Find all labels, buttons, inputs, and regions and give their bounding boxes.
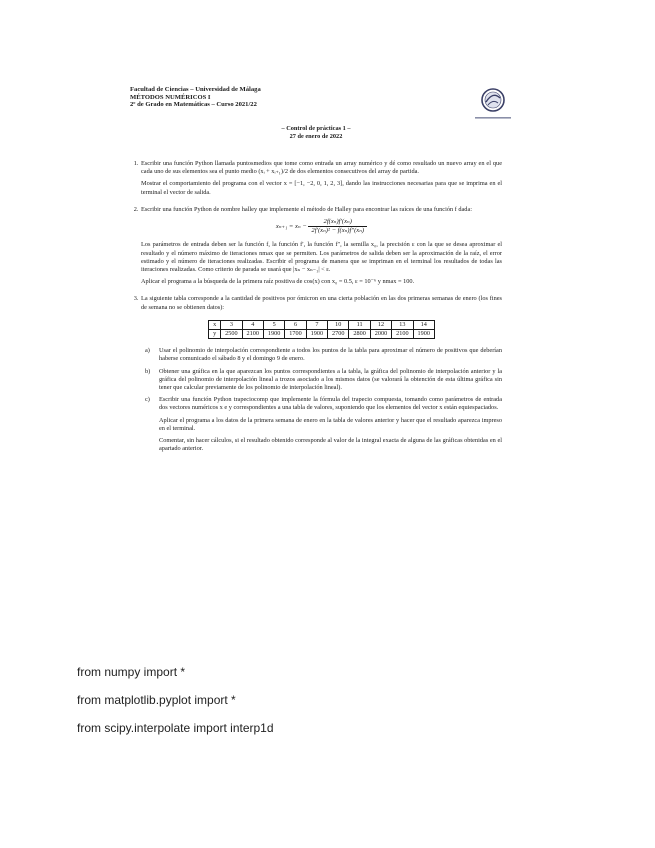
subquestion-text: Comentar, sin hacer cálculos, si el resultado obtenido corresponde al valor de la integral exacta de alguna de las gráficas obtenidas en el apartado anterior.	[159, 437, 502, 453]
python-imports	[77, 665, 274, 749]
formula-denominator: 2f′(xₙ)² − f(xₙ)f″(xₙ)	[311, 227, 365, 235]
subquestion-list	[141, 347, 502, 453]
subquestion-text: Aplicar el programa a los datos de la primera semana de enero en la tabla de valores anterior y hacer que el resultado aparezca impreso en el terminal.	[159, 416, 502, 432]
subquestion-label: a)	[145, 347, 150, 355]
table-cell: 1900	[306, 330, 327, 339]
header-degree: 2º de Grado en Matemáticas – Curso 2021/22	[130, 101, 257, 109]
table-row-x	[209, 320, 435, 329]
problem-1-task: Mostrar el comportamiento del programa con el vector x = [−1, −2, 0, 1, 2, 3], dando las instrucciones necesarias para que se imprima en el terminal el vector de salida.	[141, 180, 502, 196]
document-title	[130, 125, 502, 142]
table-cell: 6	[285, 320, 306, 329]
subquestion-text: Obtener una gráfica en la que aparezcan los puntos correspondientes a la tabla, la gráfica del polinomio de interpolación anterior y la gráfica del polinomio de interpolación lineal a trozos asociado a los mismos datos (se valorará la obtención de esta última gráfica sin tener que calcular previamente de los polinomio de interpolación lineal).	[159, 367, 502, 392]
header	[130, 86, 502, 109]
table-cell: 1900	[263, 330, 284, 339]
table-cell: 7	[306, 320, 327, 329]
header-course: MÉTODOS NUMÉRICOS I	[130, 93, 211, 101]
problem-2	[140, 206, 502, 287]
table-cell: 4	[242, 320, 263, 329]
table-cell: 14	[413, 320, 434, 329]
formula-lhs: xₙ₊₁ = xₙ −	[275, 223, 307, 231]
table-cell: 1900	[413, 330, 434, 339]
problem-1-statement: 1. Escribir una función Python llamada puntosmedios que tome como entrada un array numérico y dé como resultado un nuevo array en el que cada uno de sus elementos sea el punto medio (xᵢ + xᵢ₊₁)/2 de dos elementos consecutivos del array de partida.	[141, 159, 502, 176]
table-cell: 2100	[392, 330, 413, 339]
halley-formula	[141, 218, 502, 235]
table-cell: 11	[349, 320, 370, 329]
exam-document	[130, 86, 502, 462]
problem-2-intro: 2. Escribir una función Python de nombre halley que implemente el método de Halley para encontrar las raíces de una función f dada:	[141, 205, 472, 213]
title-line: – Control de prácticas 1 –	[281, 124, 351, 132]
table-cell: x	[209, 320, 221, 329]
subquestion-text: Usar el polinomio de interpolación correspondiente a todos los puntos de la tabla para aproximar el número de positivos que deberían haberse comunicado el sábado 8 y el domingo 9 de enero.	[159, 347, 502, 363]
subquestion-c	[145, 396, 502, 453]
subquestion-b	[145, 367, 502, 393]
subquestion-text: Escribir una función Python trapeciocomp que implemente la fórmula del trapecio compuesta, tomando como parámetros de entrada dos vectores numéricos x e y correspondientes a una tabla de valores, suponiendo que los elementos del vector x están equiespaciados.	[159, 396, 502, 412]
problem-2-task: Aplicar el programa a la búsqueda de la primera raíz positiva de cos(x) con x₀ = 0.5, ε = 10⁻⁶ y nmax = 100.	[141, 278, 415, 286]
header-faculty: Facultad de Ciencias – Universidad de Málaga	[130, 86, 261, 93]
problem-3-intro: 3. La siguiente tabla corresponde a la cantidad de positivos por ómicron en una cierta población en las dos primeras semanas de enero (los fines de semana no se obtienen datos):	[141, 295, 502, 311]
problem-1	[140, 160, 502, 197]
table-cell: 12	[370, 320, 391, 329]
table-cell: 10	[328, 320, 349, 329]
problem-2-parameters: Los parámetros de entrada deben ser la función f, la función f′, la función f″, la semilla x₀, la precisión ε con la que se desea aproximar el resultado y el número máximo de iteraciones nmax que se permiten. Los parámetros de salida deben ser la aproximación de la raíz, el error estimado y el número de iteraciones realizadas. Escribir el programa de manera que se impriman en el terminal los resultados de todas las iteraciones realizadas. Como criterio de parada se usará que |xₙ − xₙ₋₁| < ε.	[141, 241, 502, 273]
formula-fraction	[308, 218, 367, 235]
subquestion-label: b)	[145, 367, 151, 375]
table-cell: 2800	[349, 330, 370, 339]
table-cell: 1700	[285, 330, 306, 339]
import-line-scipy: from scipy.interpolate import interp1d	[77, 721, 274, 735]
table-cell: 5	[263, 320, 284, 329]
import-line-numpy: from numpy import *	[77, 665, 186, 679]
table-cell: 13	[392, 320, 413, 329]
table-cell: 2100	[242, 330, 263, 339]
problem-list	[130, 160, 502, 453]
table-cell: 2700	[328, 330, 349, 339]
problem-3	[140, 295, 502, 453]
import-line-matplotlib: from matplotlib.pyplot import *	[77, 693, 236, 707]
table-row-y	[209, 330, 435, 339]
date-line: 27 de enero de 2022	[289, 133, 343, 141]
table-cell: 3	[221, 320, 242, 329]
subquestion-label: c)	[145, 396, 150, 404]
table-cell: 2500	[221, 330, 242, 339]
table-cell: 2000	[370, 330, 391, 339]
table-cell: y	[209, 330, 221, 339]
formula-numerator: 2f(xₙ)f′(xₙ)	[308, 218, 367, 227]
data-table	[208, 320, 435, 339]
subquestion-a	[145, 347, 502, 363]
